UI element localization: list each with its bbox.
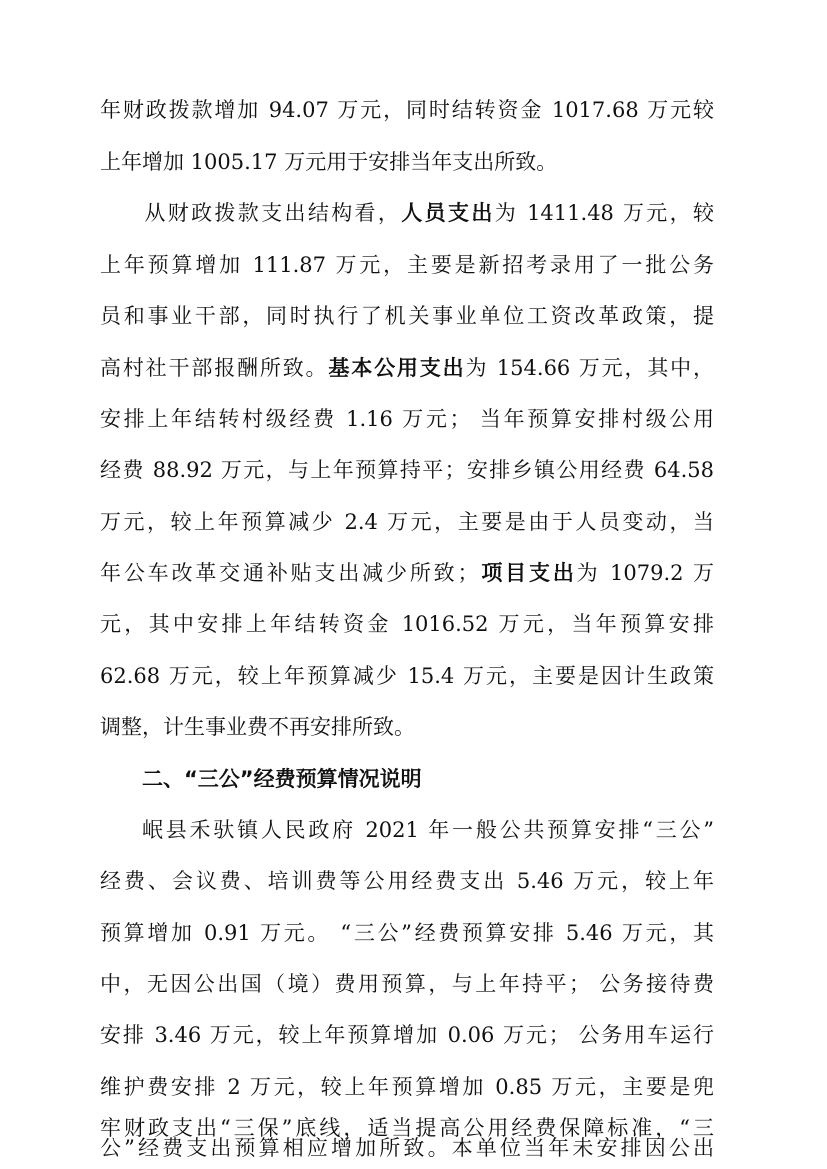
paragraph-line: 安排上年结转村级经费 1.16 万元； 当年预算安排村级公用 — [100, 407, 714, 431]
text-run: 从财政拨款支出结构看， — [142, 201, 402, 225]
paragraph-line: 62.68 万元，较上年预算减少 15.4 万元，主要是因计生政策 — [100, 664, 714, 688]
paragraph-line — [100, 198, 714, 228]
text-run: 高村社干部报酬所致。 — [100, 356, 329, 380]
section-heading: 二、“三公”经费预算情况说明 — [142, 767, 422, 791]
paragraph-line: 员和事业干部，同时执行了机关事业单位工资改革政策，提 — [100, 304, 714, 328]
paragraph-line: 经费 88.92 万元，与上年预算持平；安排乡镇公用经费 64.58 — [100, 458, 714, 482]
paragraph-line — [100, 558, 714, 588]
text-run: 年公车改革交通补贴支出减少所致； — [100, 561, 479, 585]
paragraph-line: 安排 3.46 万元，较上年预算增加 0.06 万元； 公务用车运行 — [100, 1023, 714, 1047]
paragraph-line: 公”经费支出预算相应增加所致。本单位当年未安排因公出 — [100, 1136, 714, 1160]
paragraph-line: 中，无因公出国（境）费用预算，与上年持平； 公务接待费 — [100, 972, 714, 996]
paragraph-line: 上年预算增加 111.87 万元，主要是新招考录用了一批公务 — [100, 253, 714, 277]
bold-term-personnel: 人员支出 — [401, 201, 495, 225]
paragraph-line: 调整，计生事业费不再安排所致。 — [100, 715, 415, 739]
text-run: 为 1079.2 万 — [576, 561, 715, 585]
paragraph-line: 年财政拨款增加 94.07 万元，同时结转资金 1017.68 万元较 — [100, 98, 714, 122]
paragraph-line: 元，其中安排上年结转资金 1016.52 万元，当年预算安排 — [100, 612, 714, 636]
paragraph-line: 经费、会议费、培训费等公用经费支出 5.46 万元，较上年 — [100, 869, 714, 893]
paragraph-line: 预算增加 0.91 万元。 “三公”经费预算安排 5.46 万元，其 — [100, 921, 714, 945]
paragraph-line: 岷县禾驮镇人民政府 2021 年一般公共预算安排“三公” — [142, 818, 714, 842]
text-run: 为 1411.48 万元，较 — [494, 201, 715, 225]
bold-term-project: 项目支出 — [478, 561, 577, 585]
paragraph-line: 万元，较上年预算减少 2.4 万元，主要是由于人员变动，当 — [100, 510, 714, 534]
paragraph-line: 维护费安排 2 万元，较上年预算增加 0.85 万元，主要是兜 — [100, 1075, 714, 1099]
text-run: 为 154.66 万元，其中， — [465, 356, 715, 380]
paragraph-line — [100, 353, 714, 383]
bold-term-public: 基本公用支出 — [328, 356, 466, 380]
paragraph-line: 上年增加 1005.17 万元用于安排当年支出所致。 — [100, 150, 558, 174]
paragraph-line: 牢财政支出“三保”底线，适当提高公用经费保障标准，“三 — [100, 1116, 714, 1140]
